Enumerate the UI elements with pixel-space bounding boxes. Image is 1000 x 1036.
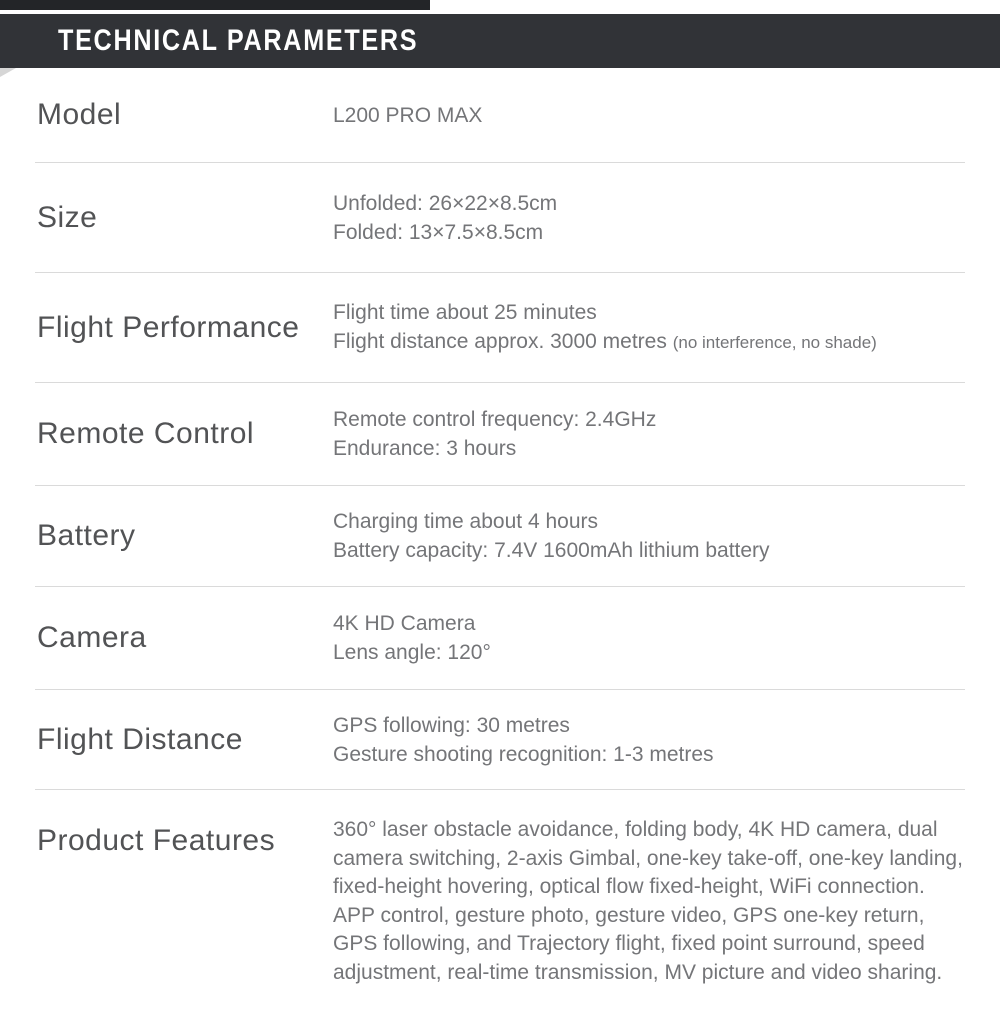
spec-label-size: Size [37,200,98,234]
spec-value: 4K HD Camera [333,612,476,635]
spec-label-product-features: Product Features [37,824,276,857]
page-title: TECHNICAL PARAMETERS [58,24,419,57]
spec-row-size [35,163,965,273]
spec-row-remote-control [35,383,965,486]
spec-values-remote-control [333,405,965,463]
spec-values-battery [333,507,965,565]
spec-row-flight-performance [35,273,965,383]
spec-values-flight-distance [333,711,965,769]
spec-value: Lens angle: 120° [333,641,491,664]
spec-values-size [333,189,965,247]
spec-value-main: Flight distance approx. 3000 metres [333,330,667,353]
spec-value: Endurance: 3 hours [333,437,517,460]
spec-value: Flight time about 25 minutes [333,301,597,324]
spec-row-flight-distance [35,690,965,790]
spec-values-camera [333,609,965,667]
header-accent-strip [0,0,430,10]
spec-row-camera [35,587,965,690]
spec-value: Unfolded: 26×22×8.5cm [333,191,558,215]
spec-value: Folded: 13×7.5×8.5cm [333,220,544,244]
spec-value: GPS following: 30 metres [333,713,570,737]
spec-value: Remote control frequency: 2.4GHz [333,408,657,431]
spec-value: Gesture shooting recognition: 1-3 metres [333,742,714,766]
spec-label-flight-distance: Flight Distance [37,722,243,756]
spec-row-battery [35,486,965,587]
spec-row-product-features [35,790,965,1036]
spec-row-model [35,68,965,163]
spec-label-flight-performance: Flight Performance [37,310,300,344]
spec-value-note: (no interference, no shade) [672,333,877,352]
spec-value: L200 PRO MAX [333,103,483,127]
spec-value [333,327,965,357]
spec-values-flight-performance [333,298,965,357]
spec-value: Battery capacity: 7.4V 1600mAh lithium battery [333,539,770,562]
spec-label-remote-control: Remote Control [37,417,255,450]
spec-value: Charging time about 4 hours [333,510,598,533]
spec-label-model: Model [37,98,122,131]
spec-label-camera: Camera [37,621,147,654]
product-features-paragraph: 360° laser obstacle avoidance, folding body, 4K HD camera, dual camera switching, 2-axis Gimbal, one-key take-off, one-key landing, fixed-height hovering, optical flow fixed-height, WiFi connection. APP control, gesture photo, gesture video, GPS one-key return, GPS following, and Trajectory flight, fixed point surround, speed adjustment, real-time transmission, MV picture and video sharing. [333,818,963,984]
spec-values-product-features [333,816,965,987]
title-bar [0,14,1000,68]
spec-table [0,68,1000,1036]
spec-values-model [333,101,965,130]
spec-label-battery: Battery [37,519,136,552]
